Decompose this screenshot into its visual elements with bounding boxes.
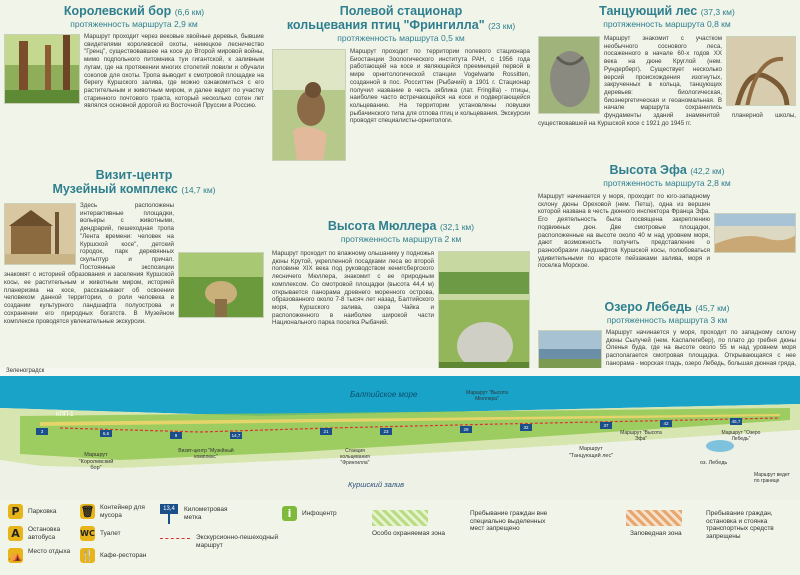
map-label-route1: Маршрут "Королевский бор" — [78, 452, 114, 471]
section-title: Танцующий лес (37,3 км) — [599, 4, 735, 18]
rest-place-icon: ⛺ — [8, 549, 23, 562]
bus-stop-icon: A — [8, 526, 23, 541]
map-label-route2: Маршрут "Танцующий лес" — [568, 446, 614, 459]
map-label-curonian-lagoon: Куршский залив — [348, 480, 405, 489]
legend-route: Экскурсионно-пешеходный маршрут — [196, 534, 279, 549]
parking-icon: P — [8, 504, 23, 519]
map-label-route4: Маршрут "Озеро Лебедь" — [721, 430, 761, 442]
route-length: протяженность маршрута 0,8 км — [603, 19, 731, 29]
forest-photo — [4, 34, 80, 104]
map-label-route5: Маршрут "Высота Мюллера" — [466, 390, 508, 402]
section-text: Маршрут проходит по влажному ольшанику у подножья дюны Крутой, укрепленной посадками леса во второй половине XIX века под руководством кенигсбергского лесничего Мюллера, знакомит с ее природным комплексом. Со смотровой площадки (высота 44,4 м) открывается панорама древнего моренного острова, образованного около 7-8 тысяч лет назад, Балтийского моря, Куршского залива, озера Чайка и расположенного в наиболее широкой части Национального парка поселка Рыбачий. — [272, 250, 530, 327]
dunes-photo — [714, 213, 796, 253]
section-efa — [538, 163, 796, 270]
km-mark-label: 23 — [383, 429, 389, 434]
legend-info: Инфоцентр — [302, 510, 337, 517]
route-length: протяженность маршрута 0,5 км — [337, 33, 465, 43]
map-label-station: Станция кольцевания "Фрингилла" — [340, 448, 370, 466]
km-mark-label: 32 — [523, 425, 529, 430]
section-title: Королевский бор (6,6 км) — [63, 4, 205, 18]
section-text: Маршрут проходит через вековые хвойные деревья, бывшие свидетелями королевской охоты, немецкое лесничество "Гренц", существовавшее на косе до Второй мировой войны, мимо подпольного питомника туи гигантской, к заливным лугам, где на протяжении многих столетий ловили и обучали соколов для охоты. Тропа выводит к смотровой площадке на берегу Куршского залива, где можно ознакомиться с его растительным и животным миром, и далее ведет по участку старинного почтового тракта, который несколько сотен лет являлся основной дорогой из Восточной Пруссии в Россию. — [4, 33, 264, 110]
sculpture-photo — [178, 252, 264, 318]
legend-cafe: Кафе-ресторан — [100, 552, 147, 559]
map-label-kpp: КПП-1 — [56, 412, 74, 418]
km-mark-label: 14,7 — [231, 433, 241, 438]
section-text: Здесь расположены интерактивные площадки, вольеры с животными, дендрарий, пешеходная тропа "Лента времени: человек на Куршской косе", детский городок, парк деревянных скульптур и причал. Постоянные экспозиции знакомят с историей образования и заселения Куршской косы, ее растительным и животным миром, историей планеризма на косе, рассказывают об освоении человеком данной территории, о роли человека в создании культурного ландшафта полуострова и сохранении его природных богатств. В Музейном комплексе проводятся увлекательные экскурсии. — [4, 202, 264, 325]
section-text: Маршрут начинается у моря, проходит по юго-западному склону дюны Ореховой (нем. Петш), одна из вершин которой названа в честь дюнного инспектора Франца Эфа. Его деятельность была посвящена закреплению подвижных дюн. Две смотровые площадки, расположенные на высоте около 40 м над уровнем моря, дают возможность получить представление о разнообразии ландшафтов Куршской косы, полюбоваться удивительными по красоте пейзажами залива, моря и поселка Морское. — [538, 193, 796, 270]
map-label-lake: оз. Лебедь — [700, 460, 728, 466]
museum-photo — [4, 203, 76, 265]
km-mark-label: 6,6 — [102, 431, 110, 436]
route-map[interactable] — [0, 368, 800, 500]
legend-protected: Особо охраняемая зона — [372, 530, 446, 537]
map-label-border: Маршрут ведет по границе — [754, 472, 790, 484]
section-korolevsky — [4, 4, 264, 110]
legend-trash: Контейнер для мусора — [100, 504, 145, 519]
legend-reserve: Заповедная зона — [630, 530, 682, 537]
reserve-zone-swatch — [626, 510, 682, 526]
section-title: Полевой стационар — [339, 4, 463, 18]
km-mark-label: 3 — [40, 429, 44, 434]
route-line-icon — [160, 538, 190, 539]
section-title: Высота Эфа (42,2 км) — [609, 163, 725, 177]
cafe-icon: 🍴 — [80, 549, 95, 562]
legend-bus: Остановка автобуса — [28, 526, 61, 541]
dancing-forest-photo-left — [538, 36, 600, 114]
map-legend — [0, 500, 800, 575]
km-mark-label: 9 — [174, 433, 178, 438]
map-label-zelenogradsk: Зеленоградск — [6, 368, 45, 374]
section-text: Маршрут начинается у моря, проходит по западному склону дюны Сылучей (нем. Каспалегебер), по плато до гребня дюны Оленья буда, где на высоте около 55 м над уровнем моря располагается смотровая площадка. Открывающаяся с нее панорама - морская гладь, озеро Лебедь, большая дюнная гряда, — [538, 329, 796, 383]
km-mark-label: 45,7 — [731, 419, 741, 424]
map-label-visit: Визит-центр "Музейный комплекс" — [178, 448, 234, 460]
route-length: протяженность маршрута 3 км — [606, 315, 728, 325]
section-text: Маршрут знакомит с участком необычного соснового леса, посаженного в начале 60-х годов ХХ века на дюне Круглой (нем. Рундерберг). Существует несколько версий происхождения изогнутых, закрученных в кольца, танцующих деревьев: биологическая, биоэнергетическая и геоаномальная. В начале маршрута сохранились фундаменты зданий знаменитой планерной школы, существовавшей на Куршской косе с 1921 до 1945 гг. — [538, 35, 796, 127]
section-title: Высота Мюллера (32,1 км) — [327, 219, 475, 233]
info-icon: i — [282, 506, 297, 521]
section-dancing-forest — [538, 4, 796, 127]
route-length: протяженность маршрута 2,9 км — [70, 19, 198, 29]
map-label-route3: Маршрут "Высота Эфа" — [620, 430, 662, 442]
dancing-forest-photo-right — [726, 36, 796, 106]
section-visit-center — [4, 168, 264, 325]
legend-rest: Место отдыха — [28, 548, 71, 555]
route-length: протяженность маршрута 2,8 км — [603, 178, 731, 188]
legend-parking: Парковка — [28, 508, 57, 515]
km-mark-label: 37 — [603, 423, 609, 428]
bird-photo — [272, 49, 346, 161]
legend-wc: Туалет — [100, 530, 121, 537]
section-title: Озеро Лебедь (45,7 км) — [604, 300, 730, 314]
km-mark-icon: 13,4 — [160, 504, 178, 514]
km-mark-label: 21 — [323, 429, 329, 434]
wc-icon: WC — [80, 526, 95, 541]
lake-photo — [538, 330, 602, 370]
km-mark-pole — [168, 514, 170, 524]
stone-photo — [438, 251, 530, 375]
km-mark-label: 29 — [463, 427, 469, 432]
section-title: Визит-центр — [95, 168, 173, 182]
route-length: протяженность маршрута 2 км — [340, 234, 462, 244]
trash-icon: 🗑 — [80, 505, 95, 518]
map-label-baltic-sea: Балтийское море — [350, 390, 418, 399]
section-text: Маршрут проходит по территории полевого стационара Биостанции Зоологического института РАН, с 1956 года работающей на косе и являющейся преемницей первой в мире орнитологической станции Vogelwarte Rossitten, созданной в пос. Росситтен (Рыбачий) в 1901 г. Стационар получил название в честь зяблика (лат. Fringilla) - птицы, наиболее часто встречающейся на косе и подвергающейся кольцеванию. На территории установлены ловушки рыбачинского типа для отлова птиц и кольцевания. Экскурсии проводят специалисты-орнитологи. — [272, 48, 530, 125]
legend-stay: Пребывание граждан вне специально выделенных мест запрещено — [470, 510, 548, 532]
protected-zone-swatch — [372, 510, 428, 526]
section-muller — [272, 219, 530, 377]
section-title: кольцевания птиц "Фрингилла" (23 км) — [286, 18, 516, 32]
km-mark-label: 42 — [663, 421, 669, 426]
legend-forbid: Пребывание граждан, остановка и стоянка транспортных средств запрещены — [706, 510, 774, 540]
legend-km: Километровая метка — [184, 506, 228, 521]
section-fringilla — [272, 4, 530, 163]
section-title: Музейный комплекс (14,7 км) — [52, 182, 216, 196]
